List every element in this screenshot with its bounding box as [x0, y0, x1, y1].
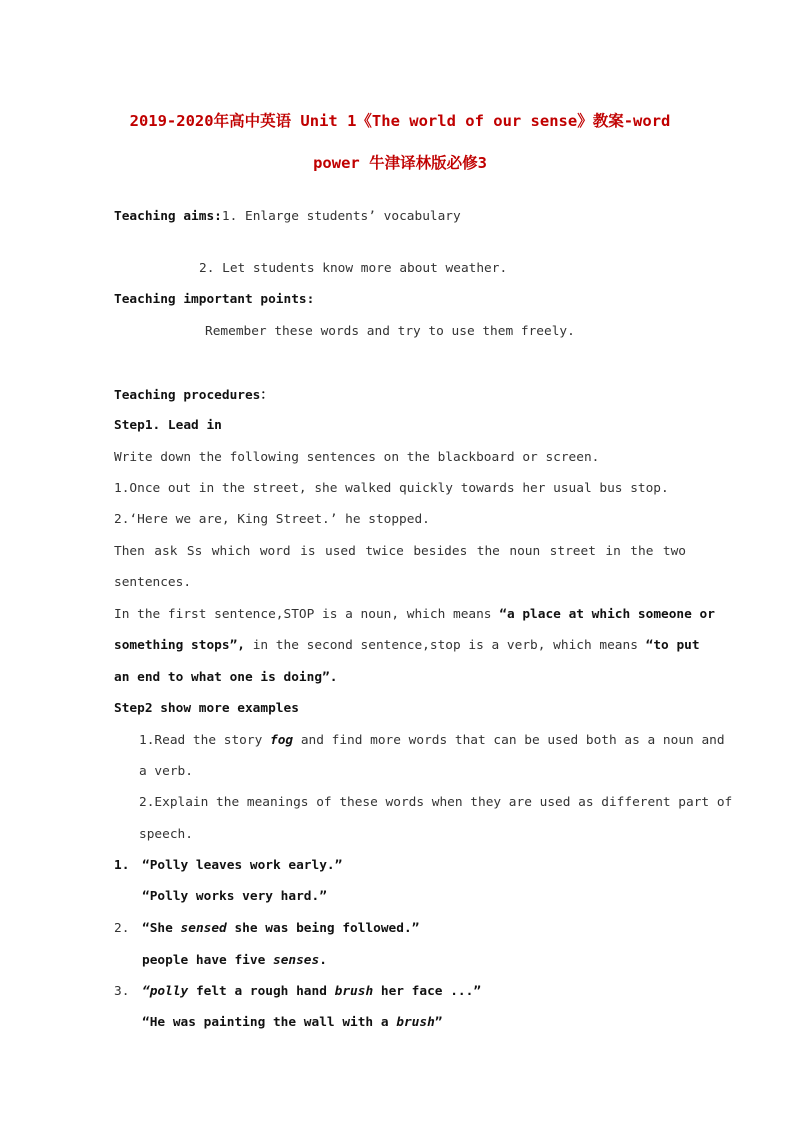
example-keyword: senses: [272, 953, 320, 968]
example-2-sentence-a: [142, 921, 419, 936]
example-1-sentence-a: “Polly leaves work early.”: [142, 858, 343, 873]
example-sentence-2: 2.‘Here we are, King Street.’ he stopped.: [114, 512, 430, 527]
example-text: her face ...”: [373, 984, 482, 999]
example-number: 3.: [114, 984, 130, 999]
teaching-aims: [114, 209, 461, 224]
example-keyword: sensed: [180, 921, 227, 936]
item-text: and find more words that can be used both as a noun and: [293, 733, 725, 748]
document-title-line-2: power 牛津译林版必修3: [313, 154, 487, 172]
teaching-aims-label: Teaching aims:: [114, 209, 222, 224]
procedures-label: Teaching procedures：: [114, 388, 274, 403]
example-2-sentence-b: [142, 953, 327, 968]
story-title: fog: [269, 733, 294, 748]
step-2-item-2-line-1: 2.Explain the meanings of these words when they are used as different part of: [139, 795, 733, 810]
important-points-label: Teaching important points:: [114, 292, 315, 307]
question-line-1: Then ask Ss which word is used twice besides the noun street in the two: [114, 544, 686, 559]
example-text: she was being followed.”: [226, 921, 420, 936]
example-sentence-1: 1.Once out in the street, she walked quickly towards her usual bus stop.: [114, 481, 669, 496]
example-3-sentence-a: [142, 984, 481, 999]
question-line-2: sentences.: [114, 575, 192, 590]
explanation-line-3: an end to what one is doing”.: [114, 670, 338, 685]
document-title-line-1: 2019-2020年高中英语 Unit 1《The world of our sense》教案-word: [129, 112, 671, 130]
explanation-line-2: [114, 638, 700, 653]
explanation-definition: something stops”,: [114, 638, 245, 653]
example-keyword: brush: [396, 1015, 435, 1030]
example-3-sentence-b: [142, 1015, 443, 1030]
example-text: .: [319, 953, 327, 968]
explanation-text: In the first sentence,STOP is a noun, which means: [114, 607, 500, 622]
item-text: 1.Read the story: [139, 733, 270, 748]
explanation-definition: “to put: [645, 638, 700, 653]
step-1-instruction: Write down the following sentences on the blackboard or screen.: [114, 450, 600, 465]
step-2-item-1-line-2: a verb.: [139, 764, 193, 779]
explanation-line-1: [114, 607, 715, 622]
explanation-definition: “a place at which someone or: [499, 607, 715, 622]
example-text: people have five: [142, 953, 273, 968]
step-1-heading: Step1. Lead in: [114, 418, 222, 433]
teaching-aims-item-1: 1. Enlarge students’ vocabulary: [221, 209, 461, 224]
example-text: “He was painting the wall with a: [142, 1015, 397, 1030]
step-2-item-1-line-1: [139, 733, 725, 748]
example-text: ”: [434, 1015, 443, 1030]
step-2-heading: Step2 show more examples: [114, 701, 299, 716]
example-text: felt a rough hand: [188, 984, 335, 999]
example-number: 2.: [114, 921, 130, 936]
teaching-aims-item-2: 2. Let students know more about weather.: [199, 261, 508, 276]
example-text: “She: [142, 921, 181, 936]
example-keyword: brush: [334, 984, 374, 999]
explanation-text: in the second sentence,stop is a verb, which means: [244, 638, 646, 653]
example-keyword: “polly: [142, 984, 189, 999]
step-2-item-2-line-2: speech.: [139, 827, 193, 842]
important-points-text: Remember these words and try to use them freely.: [205, 324, 575, 339]
example-1-sentence-b: “Polly works very hard.”: [142, 889, 327, 904]
example-number: 1.: [114, 858, 130, 873]
